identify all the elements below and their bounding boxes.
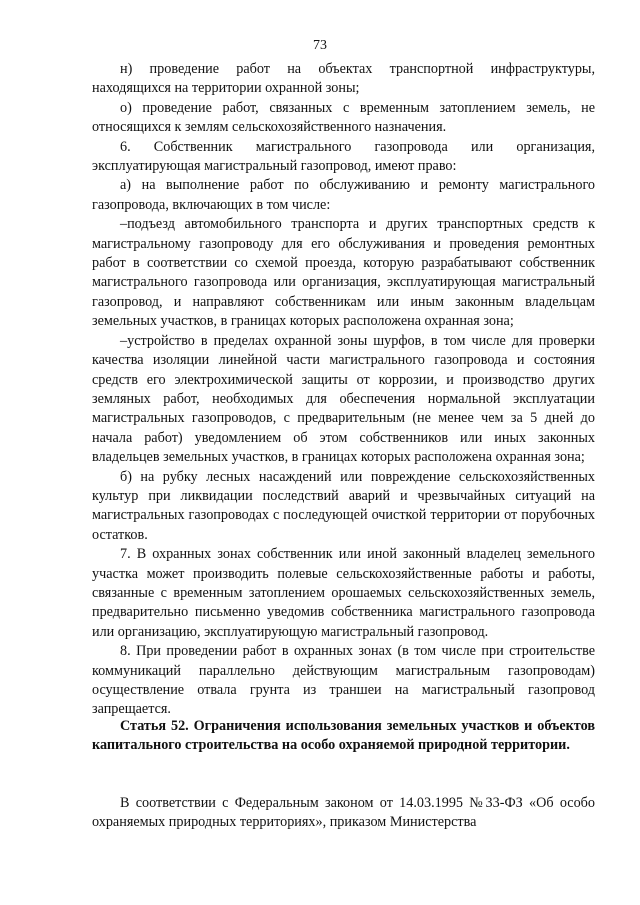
paragraph-subitem-b: б) на рубку лесных насаждений или повреждение сельскохозяйственных культур при ликвидации последствий аварий и чрезвычайных ситуаций на магистральных газопроводах с последующей очисткой территории от порубочных остатков. — [92, 468, 595, 543]
paragraph-clause-8: 8. При проведении работ в охранных зонах (в том числе при строительстве коммуникаций параллельно действующим магистральным газопроводам) осуществление отвала грунта из траншеи на магистральный газопровод запрещается. — [92, 643, 595, 718]
paragraph-item-n: н) проведение работ на объектах транспортной инфраструктуры, находящихся на территории охранной зоны; — [92, 61, 595, 97]
paragraph-clause-7: 7. В охранных зонах собственник или иной законный владелец земельного участка может производить полевые сельскохозяйственные работы и работы, связанные с временным затоплением орошаемых сельскохозяйственных земель, предварительно письменно уведомив собственника магистрального газопровода или организацию, эксплуатирующую магистральный газопровод. — [92, 546, 595, 640]
paragraph-clause-6: 6. Собственник магистрального газопровода или организация, эксплуатирующая магистральный газопровод, имеют право: — [92, 138, 595, 175]
closing-block — [92, 794, 595, 833]
page-number: 73 — [313, 38, 327, 53]
paragraph-dash-access-roads: –подъезд автомобильного транспорта и других транспортных средств к магистральному газопроводу для его обслуживания и проведения ремонтных работ в соответствии со схемой проезда, которую разрабатывают собственник магистрального газопровода или организация, эксплуатирующая магистральный газопровод, и направляют собственникам или иным законным владельцам земельных участков, в границах которых расположена охранная зона; — [92, 216, 595, 330]
paragraph-subitem-a: а) на выполнение работ по обслуживанию и ремонту магистрального газопровода, включающих в том числе: — [92, 177, 595, 213]
article-body — [92, 60, 595, 720]
article-52-heading: Статья 52. Ограничения использования земельных участков и объектов капитального строительства на особо охраняемой природной территории. — [92, 718, 595, 754]
closing-paragraph: В соответствии с Федеральным законом от 14.03.1995 №33-ФЗ «Об особо охраняемых природных территориях», приказом Министерства — [92, 795, 595, 831]
paragraph-dash-pits: –устройство в пределах охранной зоны шурфов, в том числе для проверки качества изоляции линейной части магистрального газопровода и состояния средств его электрохимической защиты от коррозии, и производство других земляных работ, необходимых для обеспечения нормальной эксплуатации магистральных газопроводов, с предварительным (не менее чем за 5 дней до начала работ) уведомлением об этом собственников или иных законных владельцев земельных участков, в границах которых расположена охранная зона; — [92, 332, 595, 466]
paragraph-item-o: о) проведение работ, связанных с временным затоплением земель, не относящихся к землям сельскохозяйственного назначения. — [92, 99, 595, 136]
article-heading-block — [92, 717, 595, 756]
